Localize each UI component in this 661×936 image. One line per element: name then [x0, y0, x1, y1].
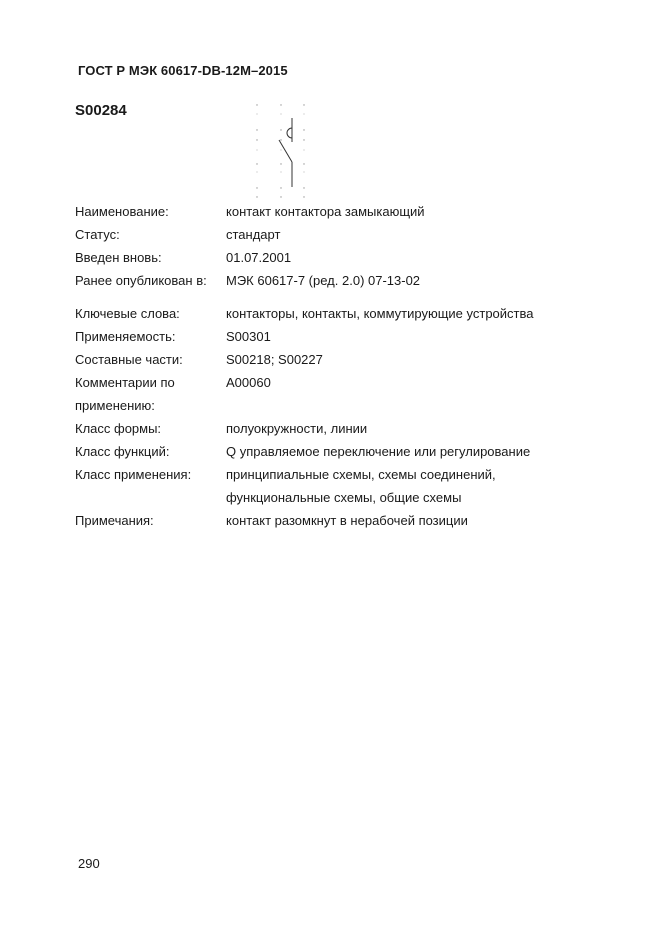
field-value: принципиальные схемы, схемы соединений,	[226, 467, 496, 482]
field-label: Введен вновь:	[75, 250, 162, 265]
field-label: Применяемость:	[75, 329, 176, 344]
field-label: Класс применения:	[75, 467, 192, 482]
field-value: Q управляемое переключение или регулирование	[226, 444, 531, 459]
field-value: контакторы, контакты, коммутирующие устройства	[226, 306, 534, 321]
field-value: S00301	[226, 329, 271, 344]
field-label: Класс функций:	[75, 444, 170, 459]
field-value: S00218; S00227	[226, 352, 323, 367]
contactor-make-contact-symbol-icon	[250, 98, 310, 200]
field-label: Статус:	[75, 227, 120, 242]
field-label: Ключевые слова:	[75, 306, 180, 321]
field-label: Примечания:	[75, 513, 154, 528]
field-value: функциональные схемы, общие схемы	[226, 490, 462, 505]
field-label: применению:	[75, 398, 155, 413]
field-label: Составные части:	[75, 352, 183, 367]
symbol-code: S00284	[75, 102, 127, 119]
field-value: 01.07.2001	[226, 250, 292, 265]
field-label: Класс формы:	[75, 421, 162, 436]
field-value: стандарт	[226, 227, 281, 242]
field-value: контакт разомкнут в нерабочей позиции	[226, 513, 468, 528]
document-header: ГОСТ Р МЭК 60617-DB-12M–2015	[78, 63, 288, 78]
field-label: Наименование:	[75, 204, 169, 219]
page-number: 290	[78, 856, 100, 871]
field-value: контакт контактора замыкающий	[226, 204, 425, 219]
field-label: Ранее опубликован в:	[75, 273, 207, 288]
field-value: полуокружности, линии	[226, 421, 368, 436]
field-value: МЭК 60617-7 (ред. 2.0) 07-13-02	[226, 273, 421, 288]
field-value: A00060	[226, 375, 271, 390]
field-label: Комментарии по	[75, 375, 175, 390]
